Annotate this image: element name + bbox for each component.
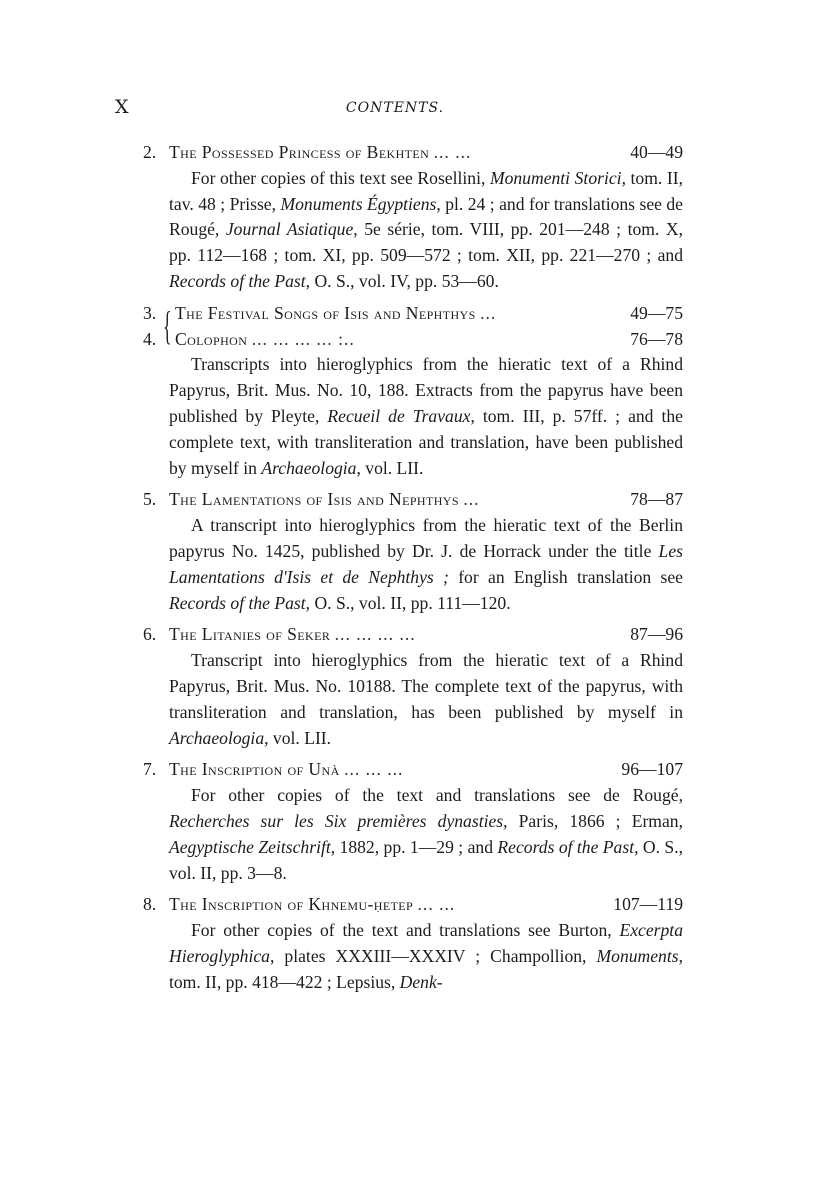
- cited-title: Archaeologia: [169, 727, 265, 748]
- dot-leader: ...: [463, 489, 480, 510]
- description-text: , 5e série, tom. VIII, pp. 201—248 ; tom. X, pp. 112—168 ; tom. XI, pp. 509—572 ; tom. XII, pp. 221—270 ; and: [169, 219, 683, 266]
- entry-description: [143, 918, 683, 995]
- description-text: Transcript into hieroglyphics from the hieratic text of a Rhind Papyrus, Brit. Mus. No. 10188. The complete text of the papyrus, with transliteration and translation, has been published by myself in: [169, 650, 683, 722]
- entry-number: 6.: [143, 624, 157, 645]
- entry-heading: [143, 892, 683, 918]
- dot-leader: ...: [480, 302, 497, 323]
- folio-number: X: [115, 96, 129, 118]
- entry-page-range: 87—96: [630, 624, 683, 645]
- dot-leader: ... ... ...: [344, 759, 404, 780]
- entry-title: Colophon: [175, 328, 248, 349]
- entry-number: 8.: [143, 894, 157, 915]
- description-text: For other copies of the text and translations see Burton,: [191, 920, 620, 941]
- entry-number: 3.: [143, 302, 157, 323]
- cited-title: Recueil de Travaux: [327, 405, 471, 426]
- cited-title: Denk-: [399, 971, 443, 992]
- dot-leader: ... ...: [417, 894, 456, 915]
- entry-heading: [143, 622, 683, 648]
- grouped-entries: [143, 301, 683, 353]
- entry-heading: [143, 327, 683, 353]
- cited-title: Records of the Past: [497, 836, 635, 857]
- entry-heading: [143, 757, 683, 783]
- contents-list: [143, 140, 683, 1002]
- description-text: , O. S., vol. II, pp. 3—8.: [169, 836, 683, 883]
- description-text: , vol. LII.: [264, 727, 332, 748]
- cited-title: Aegyptische Zeitschrift: [169, 836, 331, 857]
- cited-title: Journal Asiatique: [225, 219, 354, 240]
- entry-title: The Lamentations of Isis and Nephthys: [169, 489, 459, 510]
- description-text: , pl. 24 ; and for translations see de Rougé,: [169, 193, 683, 240]
- cited-title: Archaeologia: [261, 457, 357, 478]
- entry-description: [143, 783, 683, 886]
- description-text: , tom. III, p. 57ff. ; and the complete text, with transliteration and translation, have been published by myself in: [169, 405, 683, 478]
- description-text: , plates XXXIII—XXXIV ; Champollion,: [269, 945, 597, 966]
- dot-leader: ... ...: [433, 142, 472, 162]
- cited-title: Monuments: [596, 945, 679, 966]
- contents-entry: [143, 140, 683, 295]
- entry-page-range: 76—78: [630, 328, 683, 349]
- cited-title: Monuments Égyptiens: [280, 193, 437, 214]
- description-text: , tom. II, tav. 48 ; Prisse,: [169, 167, 683, 214]
- entry-heading: [143, 301, 683, 327]
- dot-leader: ... ... ... ... :..: [251, 328, 355, 349]
- entry-description: [143, 166, 683, 295]
- cited-title: Excerpta Hieroglyphica: [169, 920, 683, 966]
- entry-description: [143, 513, 683, 616]
- entry-page-range: 78—87: [630, 489, 683, 510]
- description-text: Transcripts into hieroglyphics from the hieratic text of a Rhind Papyrus, Brit. Mus. No. 10, 188. Extracts from the papyrus have been published by Pleyte,: [169, 354, 683, 426]
- running-title: CONTENTS.: [345, 100, 445, 116]
- entry-page-range: 40—49: [630, 142, 683, 162]
- entry-title: The Inscription of Unà: [169, 759, 340, 780]
- cited-title: Records of the Past: [169, 592, 306, 613]
- cited-title: Records of the Past: [169, 270, 306, 291]
- entry-title: The Litanies of Seker: [169, 624, 331, 645]
- page-header: [115, 96, 675, 120]
- dot-leader: ... ... ... ...: [334, 624, 416, 645]
- description-text: , vol. LII.: [356, 457, 424, 478]
- entry-page-range: 49—75: [630, 302, 683, 323]
- description-text: for an English translation see: [448, 566, 683, 587]
- description-text: A transcript into hieroglyphics from the hieratic text of the Berlin papyrus No. 1425, published by Dr. J. de Horrack under the title: [169, 515, 683, 561]
- entry-number: 7.: [143, 759, 157, 780]
- entry-heading: [143, 140, 683, 166]
- description-text: For other copies of this text see Rosellini,: [191, 167, 490, 188]
- description-text: , O. S., vol. IV, pp. 53—60.: [305, 270, 499, 291]
- contents-entry: [143, 757, 683, 886]
- contents-entry: [143, 622, 683, 751]
- entry-number: 4.: [143, 328, 157, 349]
- entry-number: 5.: [143, 489, 157, 510]
- brace-mark: {: [163, 302, 172, 348]
- entry-title: The Inscription of Khnemu-ḥetep: [169, 894, 414, 915]
- contents-entry: [143, 892, 683, 995]
- description-text: For other copies of the text and translations see de Rougé,: [191, 785, 683, 806]
- cited-title: Monumenti Storici: [489, 167, 622, 188]
- entry-heading: [143, 487, 683, 513]
- description-text: , Paris, 1866 ; Erman,: [503, 810, 683, 831]
- entry-number: 2.: [143, 142, 157, 162]
- entry-description: [143, 352, 683, 481]
- entry-title: The Festival Songs of Isis and Nephthys: [175, 302, 476, 323]
- description-text: , tom. II, pp. 418—422 ; Lepsius,: [169, 945, 683, 992]
- contents-entry: [143, 487, 683, 616]
- entry-title: The Possessed Princess of Bekhten: [169, 142, 430, 162]
- contents-entry: [143, 301, 683, 482]
- cited-title: Les Lamentations d'Isis et de Nephthys ;: [169, 540, 683, 587]
- entry-page-range: 96—107: [621, 759, 683, 780]
- entry-description: [143, 648, 683, 751]
- description-text: , O. S., vol. II, pp. 111—120.: [305, 592, 511, 613]
- entry-page-range: 107—119: [613, 894, 683, 915]
- cited-title: Recherches sur les Six premières dynasties: [169, 810, 504, 831]
- description-text: , 1882, pp. 1—29 ; and: [330, 836, 498, 857]
